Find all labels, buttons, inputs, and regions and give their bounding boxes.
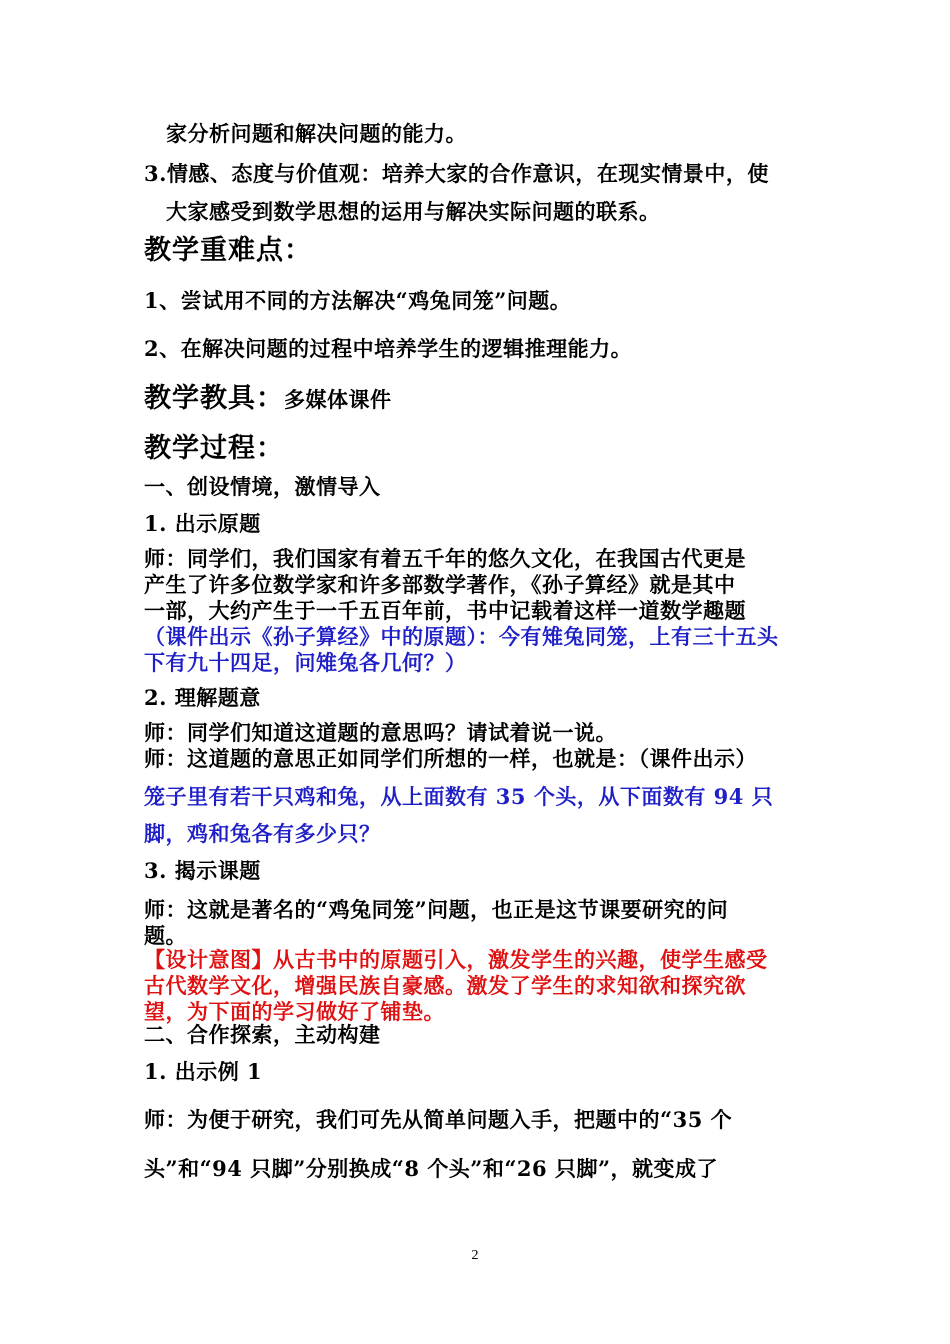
text-line: 1. 出示原题: [144, 511, 261, 536]
text-line: 一部，大约产生于一千五百年前，书中记载着这样一道数学趣题: [144, 598, 746, 623]
text-line: 一、创设情境，激情导入: [144, 474, 381, 499]
text-line: 师：同学们，我们国家有着五千年的悠久文化，在我国古代更是: [144, 546, 746, 571]
text-line: 家分析问题和解决问题的能力。: [166, 121, 467, 146]
design-intent-line: 古代数学文化，增强民族自豪感。激发了学生的求知欲和探究欲: [144, 973, 746, 998]
section-heading: 教学过程：: [144, 433, 284, 464]
heading-value: 多媒体课件: [284, 387, 392, 412]
text-line: 3.情感、态度与价值观：培养大家的合作意识，在现实情景中，使: [144, 161, 769, 186]
highlight-line: 笼子里有若干只鸡和兔，从上面数有 35 个头，从下面数有 94 只: [144, 784, 774, 809]
design-intent-line: 望，为下面的学习做好了铺垫。: [144, 999, 445, 1024]
design-intent-line: 【设计意图】从古书中的原题引入，激发学生的兴趣，使学生感受: [144, 947, 768, 972]
text-line: 3. 揭示课题: [144, 858, 261, 883]
text-line: 师：为便于研究，我们可先从简单问题入手，把题中的“35 个: [144, 1107, 733, 1132]
text-line: 师：这道题的意思正如同学们所想的一样，也就是：（课件出示）: [144, 746, 757, 771]
section-heading: [144, 382, 392, 417]
text-line: 2、在解决问题的过程中培养学生的逻辑推理能力。: [144, 336, 633, 361]
text-line: 产生了许多位数学家和许多部数学著作，《孙子算经》就是其中: [144, 572, 736, 597]
text-line: 头”和“94 只脚”分别换成“8 个头”和“26 只脚”，就变成了: [144, 1156, 719, 1181]
text-line: 1、尝试用不同的方法解决“鸡兔同笼”问题。: [144, 288, 572, 313]
text-line: 1. 出示例 1: [144, 1059, 263, 1084]
text-line: 2. 理解题意: [144, 685, 261, 710]
highlight-line: 下有九十四足，问雉兔各几何？）: [144, 650, 467, 675]
page-number: 2: [471, 1248, 479, 1263]
text-line: 二、合作探索，主动构建: [144, 1022, 381, 1047]
highlight-line: （课件出示《孙子算经》中的原题）：今有雉兔同笼，上有三十五头: [144, 624, 779, 649]
text-line: 师：同学们知道这道题的意思吗？请试着说一说。: [144, 720, 617, 745]
text-line: 师：这就是著名的“鸡兔同笼”问题，也正是这节课要研究的问: [144, 897, 729, 922]
text-line: 大家感受到数学思想的运用与解决实际问题的联系。: [166, 199, 661, 224]
highlight-line: 脚，鸡和兔各有多少只？: [144, 821, 381, 846]
section-heading: 教学重难点：: [144, 235, 312, 266]
text-line: 题。: [144, 923, 187, 948]
heading-label: 教学教具：: [144, 383, 284, 414]
